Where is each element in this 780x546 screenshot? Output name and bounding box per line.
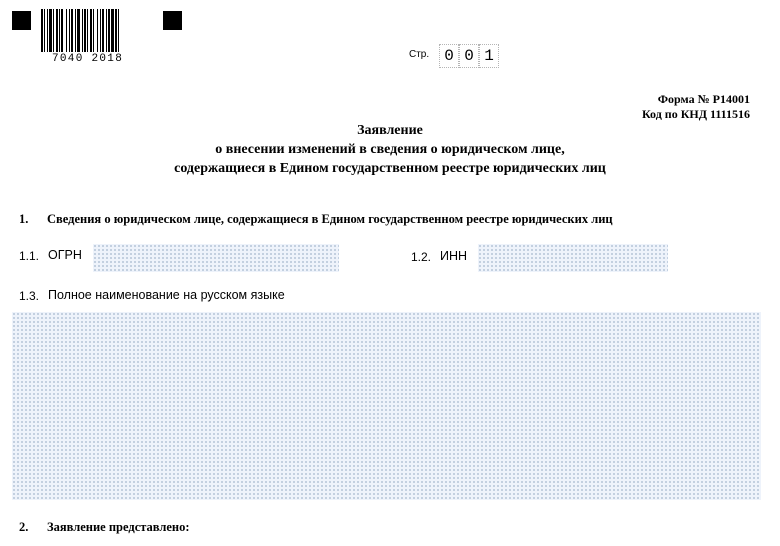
barcode-bar	[118, 9, 119, 52]
document-subtitle-line2: содержащиеся в Едином государственном реестре юридических лиц	[174, 161, 606, 176]
form-meta	[642, 92, 750, 122]
barcode-bar	[53, 9, 54, 52]
section-2-title: Заявление представлено:	[47, 520, 190, 534]
page-label: Стр.	[409, 49, 430, 60]
page-number-cells	[439, 44, 499, 68]
barcode-bar	[115, 9, 117, 52]
section-1-number: 1.	[19, 212, 29, 226]
barcode-bar	[44, 9, 45, 52]
full-name-input[interactable]	[12, 312, 761, 500]
ogrn-input[interactable]	[93, 244, 339, 272]
barcode-bar	[41, 9, 43, 52]
alignment-marker-right	[163, 11, 182, 30]
barcode-bar	[106, 9, 107, 52]
barcode-bar	[102, 9, 104, 52]
barcode-bar	[59, 9, 60, 52]
ogrn-label: ОГРН	[48, 248, 82, 262]
document-subtitle-line1: о внесении изменений в сведения о юридическом лице,	[215, 142, 565, 157]
barcode-bar	[47, 9, 48, 52]
barcode-bar	[56, 9, 58, 52]
barcode-bar	[90, 9, 92, 52]
knd-code: Код по КНД 1111516	[641, 107, 750, 121]
barcode-bar	[69, 9, 70, 52]
barcode	[41, 9, 149, 52]
barcode-bar	[49, 9, 52, 52]
barcode-bar	[97, 9, 98, 52]
barcode-bar	[93, 9, 94, 52]
page-digit-cell: 0	[439, 44, 459, 68]
alignment-marker-left	[12, 11, 31, 30]
barcode-bar	[87, 9, 88, 52]
barcode-bar	[71, 9, 73, 52]
section-2-number: 2.	[19, 520, 29, 534]
barcode-bar	[75, 9, 76, 52]
inn-label: ИНН	[440, 249, 468, 263]
inn-field-number: 1.2.	[411, 250, 432, 264]
full-name-field-number: 1.3.	[19, 289, 40, 303]
barcode-bar	[108, 9, 110, 52]
full-name-label: Полное наименование на русском языке	[48, 288, 285, 302]
document-title: Заявление	[357, 123, 423, 138]
barcode-bar	[82, 9, 83, 52]
form-number: Форма № Р14001	[657, 92, 750, 106]
barcode-number: 7040 2018	[52, 53, 124, 65]
ogrn-field-number: 1.1.	[19, 249, 40, 263]
page-digit-cell: 1	[479, 44, 499, 68]
section-1-title: Сведения о юридическом лице, содержащиеся в Едином государственном реестре юридических лиц	[47, 212, 613, 226]
inn-input[interactable]	[478, 244, 668, 272]
barcode-bar	[84, 9, 86, 52]
barcode-bar	[77, 9, 80, 52]
barcode-bar	[100, 9, 101, 52]
barcode-bar	[66, 9, 67, 52]
barcode-bar	[111, 9, 114, 52]
barcode-bar	[61, 9, 63, 52]
page-digit-cell: 0	[459, 44, 479, 68]
